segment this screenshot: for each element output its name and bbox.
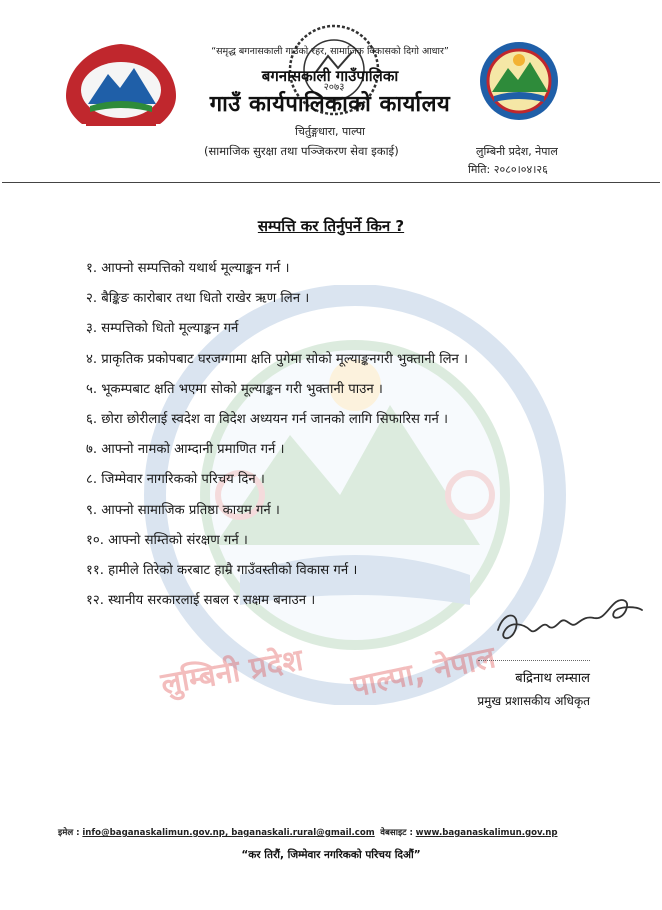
list-item: ६. छोरा छोरीलाई स्वदेश वा विदेश अध्ययन गर्न जानको लागि सिफारिस गर्न । bbox=[86, 411, 449, 427]
header-divider bbox=[2, 182, 660, 183]
municipality-name: बगनासकाली गाउँपालिका bbox=[261, 67, 399, 85]
contact-line bbox=[58, 826, 558, 838]
list-item: ९. आफ्नो सामाजिक प्रतिष्ठा कायम गर्न । bbox=[86, 502, 280, 518]
list-item: १. आफ्नो सम्पत्तिको यथार्थ मूल्याङ्कन गर्न । bbox=[86, 261, 290, 276]
list-item: ११. हामीले तिरेको करबाट हाम्रै गाउँवस्तीको विकास गर्न । bbox=[86, 562, 358, 578]
signatory-title: प्रमुख प्रशासकीय अधिकृत bbox=[477, 694, 590, 708]
letter-date: मिति: २०८०।०४।२६ bbox=[468, 163, 548, 176]
list-item: ८. जिम्मेवार नागरिकको परिचय दिन । bbox=[86, 472, 265, 488]
motto: “समृद्ध बगनासकाली गाउँको रहर, सामाजिक विकासको दिगो आधार” bbox=[211, 46, 449, 57]
watermark-text-left: लुम्बिनी प्रदेश bbox=[158, 642, 306, 703]
reasons-list bbox=[86, 254, 606, 616]
email-label: इमेल : bbox=[58, 828, 80, 838]
list-item: १०. आफ्नो सम्तिको संरक्षण गर्न । bbox=[86, 532, 248, 548]
list-item: ४. प्राकृतिक प्रकोपबाट घरजग्गामा क्षति पुगेमा सोको मूल्याङ्कनगरी भुक्तानी लिन । bbox=[86, 351, 469, 367]
page-title-text: सम्पत्ति कर तिर्नुपर्ने किन ? bbox=[257, 217, 405, 235]
signature-line bbox=[478, 660, 590, 661]
list-item: २. बैङ्किङ कारोबार तथा धितो राखेर ऋण लिन । bbox=[86, 291, 310, 307]
office-address: चिर्तुङ्गधारा, पाल्पा bbox=[295, 125, 365, 138]
list-item: ७. आफ्नो नामको आम्दानी प्रमाणित गर्न । bbox=[86, 442, 285, 458]
service-unit: (सामाजिक सुरक्षा तथा पञ्जिकरण सेवा इकाई) bbox=[204, 144, 399, 158]
email-link[interactable]: info@baganaskalimun.gov.np, baganaskali.rural@gmail.com bbox=[82, 828, 375, 838]
signatory-name: बद्रिनाथ लम्साल bbox=[515, 671, 590, 686]
stamp-year: २०७३ bbox=[323, 82, 345, 93]
watermark-text-right: पाल्पा, नेपाल bbox=[348, 640, 499, 705]
website-label: वेबसाइट : bbox=[380, 828, 413, 838]
page-title bbox=[0, 216, 662, 236]
province: लुम्बिनी प्रदेश, नेपाल bbox=[476, 145, 558, 158]
list-item: ३. सम्पत्तिको धितो मूल्याङ्कन गर्न bbox=[86, 321, 239, 337]
footer-slogan: “कर तिरौं, जिम्मेवार नगरिकको परिचय दिऔं” bbox=[241, 849, 421, 861]
list-item: ५. भूकम्पबाट क्षति भएमा सोको मूल्याङ्कन गरी भुक्तानी पाउन । bbox=[86, 381, 383, 397]
website-link[interactable]: www.baganaskalimun.gov.np bbox=[415, 828, 558, 838]
handwritten-signature-icon bbox=[490, 590, 650, 652]
list-item: १२. स्थानीय सरकारलाई सबल र सक्षम बनाउन । bbox=[86, 593, 316, 609]
office-name: गाउँ कार्यपालिकाको कार्यालय bbox=[209, 92, 451, 117]
